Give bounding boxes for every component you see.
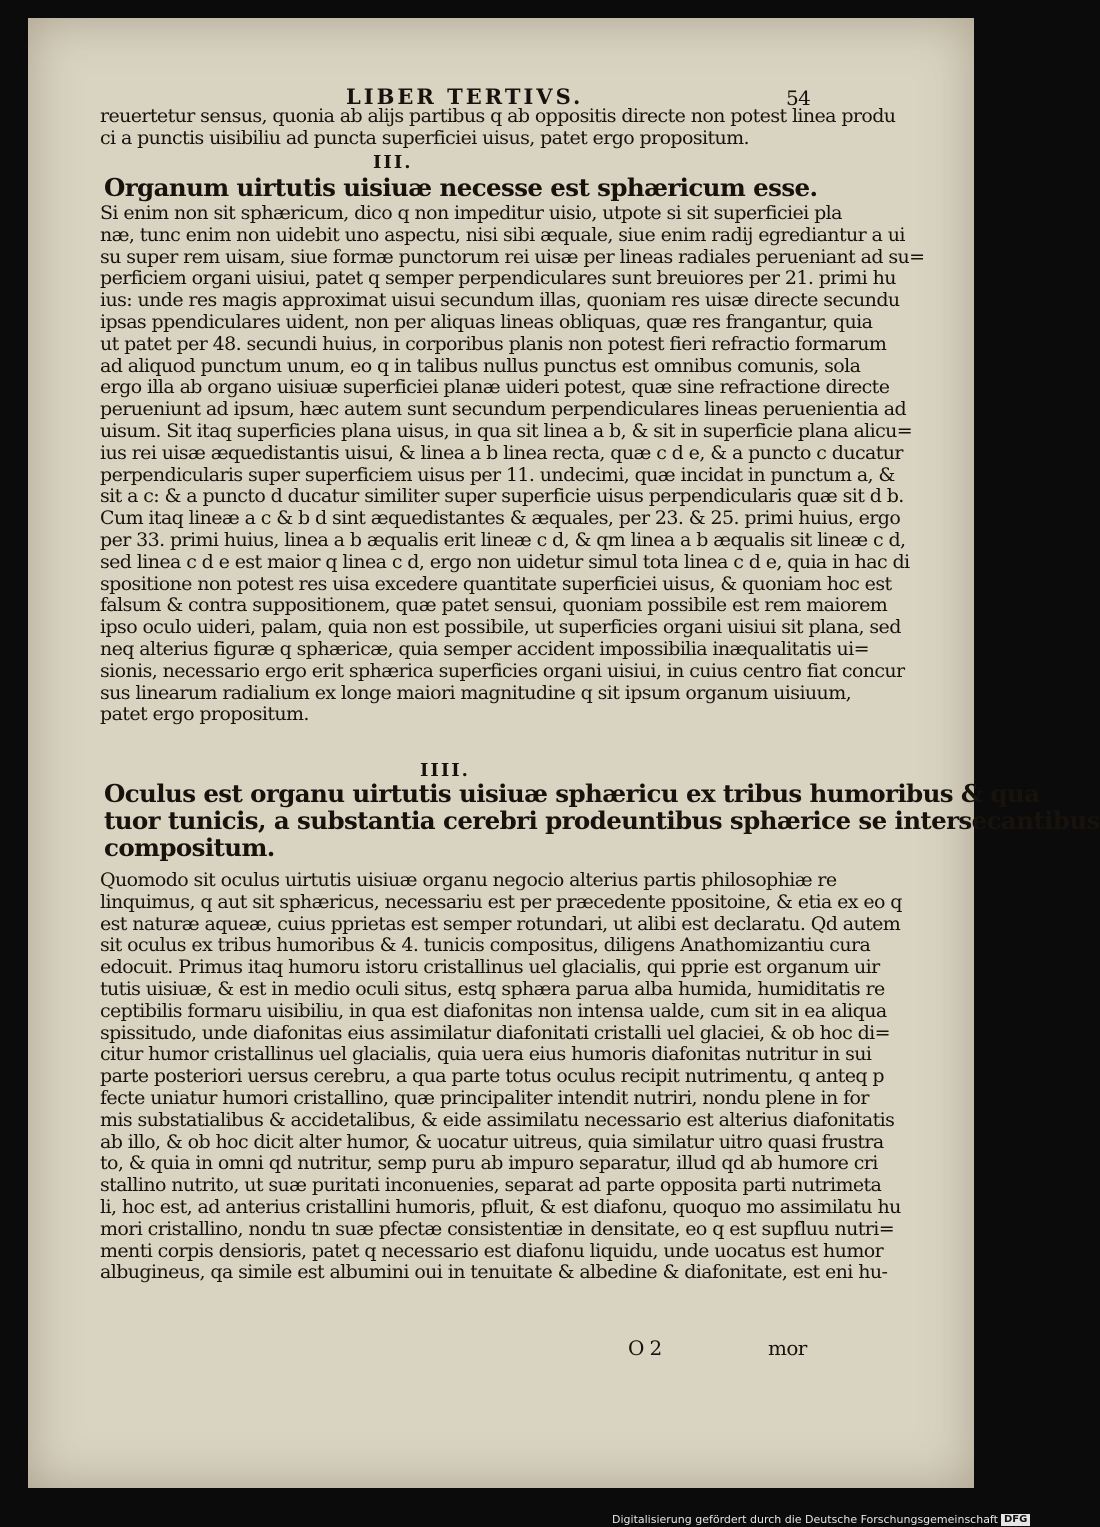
text-line: tuor tunicis, a substantia cerebri prodeuntibus sphærice se intersecantibus xyxy=(104,806,1100,835)
text-line: patet ergo propositum. xyxy=(100,703,309,726)
text-line: linquimus, q aut sit sphæricus, necessariu est per præcedente ppositoine, & etia ex eo q xyxy=(100,890,902,913)
text-line: reuertetur sensus, quonia ab alijs partibus q ab oppositis directe non potest linea produ xyxy=(100,105,896,127)
text-line: spositione non potest res uisa excedere quantitate superficiei uisus, & quoniam hoc est xyxy=(100,572,892,595)
proposition-4-statement xyxy=(104,780,1100,861)
text-line: edocuit. Primus itaq humoru istoru cristallinus uel glacialis, qui pprie est organum uir xyxy=(100,956,880,979)
text-line: ceptibilis formaru uisibiliu, in qua est diafonitas non intensa ualde, cum sit in ea aliqua xyxy=(100,999,887,1022)
text-line: sus linearum radialium ex longe maiori magnitudine q sit ipsum organum uisiuum, xyxy=(100,681,852,704)
text-line: ab illo, & ob hoc dicit alter humor, & uocatur uitreus, quia similatur uitro quasi frustra xyxy=(100,1130,884,1153)
text-line: ipso oculo uideri, palam, quia non est possibile, ut superficies organi uisiui sit plana, sed xyxy=(100,616,901,639)
book-page xyxy=(28,18,1100,1488)
text-line: ut patet per 48. secundi huius, in corporibus planis non potest fieri refractio formarum xyxy=(100,332,887,355)
text-line: spissitudo, unde diafonitas eius assimilatur diafonitati cristalli uel glaciei, & ob hoc di= xyxy=(100,1021,890,1044)
dfg-logo: DFG xyxy=(1001,1514,1030,1526)
text-line: falsum & contra suppositionem, quæ patet sensui, quoniam possibile est rem maiorem xyxy=(100,594,888,617)
text-line: ad aliquod punctum unum, eo q in talibus nullus punctus est omnibus comunis, sola xyxy=(100,354,861,377)
text-line: perueniunt ad ipsum, hæc autem sunt secundum perpendiculares lineas peruenientia ad xyxy=(100,398,907,421)
text-line: citur humor cristallinus uel glacialis, quia uera eius humoris diafonitas nutritur in sui xyxy=(100,1043,872,1066)
text-line: sit a c: & a puncto d ducatur similiter super superficie uisus perpendicularis quæ sit d b. xyxy=(100,485,904,508)
text-line: tutis uisiuæ, & est in medio oculi situs, estq sphæra parua alba humida, humiditatis re xyxy=(100,977,885,1000)
text-line: neq alterius figuræ q sphæricæ, quia semper accident impossibilia inæqualitatis ui= xyxy=(100,637,869,660)
catchword: mor xyxy=(768,1336,807,1360)
text-line: albugineus, qa simile est albumini oui in tenuitate & albedine & diafonitate, est eni hu- xyxy=(100,1261,888,1284)
text-line: ius: unde res magis approximat uisui secundum illas, quoniam res uisæ directe secundu xyxy=(100,289,900,312)
text-line: sed linea c d e est maior q linea c d, ergo non uidetur simul tota linea c d e, quia in hac di xyxy=(100,550,910,573)
proposition-number-4: IIII. xyxy=(420,760,470,781)
text-line: Quomodo sit oculus uirtutis uisiuæ organu negocio alterius partis philosophiæ re xyxy=(100,869,837,891)
text-line: Si enim non sit sphæricum, dico q non impeditur uisio, utpote si sit superficiei pla xyxy=(100,202,842,224)
text-line: uisum. Sit itaq superficies plana uisus, in qua sit linea a b, & sit in superficie plana alicu= xyxy=(100,419,913,442)
text-line: perpendicularis super superficiem uisus per 11. undecimi, quæ incidat in punctum a, & xyxy=(100,463,895,486)
text-line: Oculus est organu uirtutis uisiuæ sphæricu ex tribus humoribus & qua xyxy=(104,779,1040,808)
signature-mark: O 2 xyxy=(628,1336,662,1360)
text-line: fecte uniatur humori cristallino, quæ principaliter intendit nutriri, nondu plene in for xyxy=(100,1086,869,1109)
running-header: LIBER TERTIVS. xyxy=(346,84,584,109)
text-line: ci a punctis uisibiliu ad puncta superficiei uisus, patet ergo propositum. xyxy=(100,126,749,149)
text-line: est naturæ aqueæ, cuius pprietas est semper rotundari, ut alibi est declaratu. Qd autem xyxy=(100,912,901,935)
proposition-3-proof xyxy=(100,202,925,726)
text-line: perficiem organi uisiui, patet q semper perpendiculares sunt breuiores per 21. primi hu xyxy=(100,267,896,290)
text-line: ipsas ppendiculares uident, non per aliquas lineas obliquas, quæ res frangantur, quia xyxy=(100,310,873,333)
text-line: Cum itaq lineæ a c & b d sint æquedistantes & æquales, per 23. & 25. primi huius, ergo xyxy=(100,507,901,530)
text-line: to, & quia in omni qd nutritur, semp puru ab impuro separatur, illud qd ab humore cri xyxy=(100,1152,878,1175)
text-line: mori cristallino, nondu tn suæ pfectæ consistentiæ in densitate, eo q est supfluu nutri= xyxy=(100,1217,895,1240)
text-line: su super rem uisam, siue formæ punctorum rei uisæ per lineas radiales perueniant ad su= xyxy=(100,245,925,268)
digitization-credit xyxy=(612,1512,1030,1527)
text-line: stallino nutrito, ut suæ puritati inconuenies, separat ad parte opposita parti nutrimeta xyxy=(100,1174,882,1197)
text-line: sit oculus ex tribus humoribus & 4. tunicis compositus, diligens Anathomizantiu cura xyxy=(100,934,871,957)
text-line: compositum. xyxy=(104,833,275,862)
folio-number: 54 xyxy=(786,86,811,110)
text-line: næ, tunc enim non uidebit uno aspectu, nisi sibi æquale, siue enim radij egrediantur a ui xyxy=(100,223,905,246)
proposition-number-3: III. xyxy=(373,152,413,173)
text-line: ergo illa ab organo uisiuæ superficiei planæ uideri potest, quæ sine refractione directe xyxy=(100,376,890,399)
text-line: li, hoc est, ad anterius cristallini humoris, pfluit, & est diafonu, quoquo mo assimilatu hu xyxy=(100,1195,901,1218)
text-line: parte posteriori uersus cerebru, a qua parte totus oculus recipit nutrimentu, q anteq p xyxy=(100,1065,884,1088)
text-line: menti corpis densioris, patet q necessario est diafonu liquidu, unde uocatus est humor xyxy=(100,1239,884,1262)
text-line: per 33. primi huius, linea a b æqualis erit lineæ c d, & qm linea a b æqualis sit lineæ c d, xyxy=(100,528,906,551)
proposition-3-statement: Organum uirtutis uisiuæ necesse est sphæricum esse. xyxy=(104,173,818,202)
text-line: mis substatialibus & accidetalibus, & eide assimilatu necessario est alterius diafonitatis xyxy=(100,1108,895,1131)
text-line: ius rei uisæ æquedistantis uisui, & linea a b linea recta, quæ c d e, & a puncto c ducatur xyxy=(100,441,903,464)
proposition-4-body xyxy=(100,869,902,1284)
paragraph-continuation xyxy=(100,105,896,150)
credit-text: Digitalisierung gefördert durch die Deutsche Forschungsgemeinschaft xyxy=(612,1513,998,1526)
text-line: sionis, necessario ergo erit sphærica superficies organi uisiui, in cuius centro fiat concur xyxy=(100,659,905,682)
